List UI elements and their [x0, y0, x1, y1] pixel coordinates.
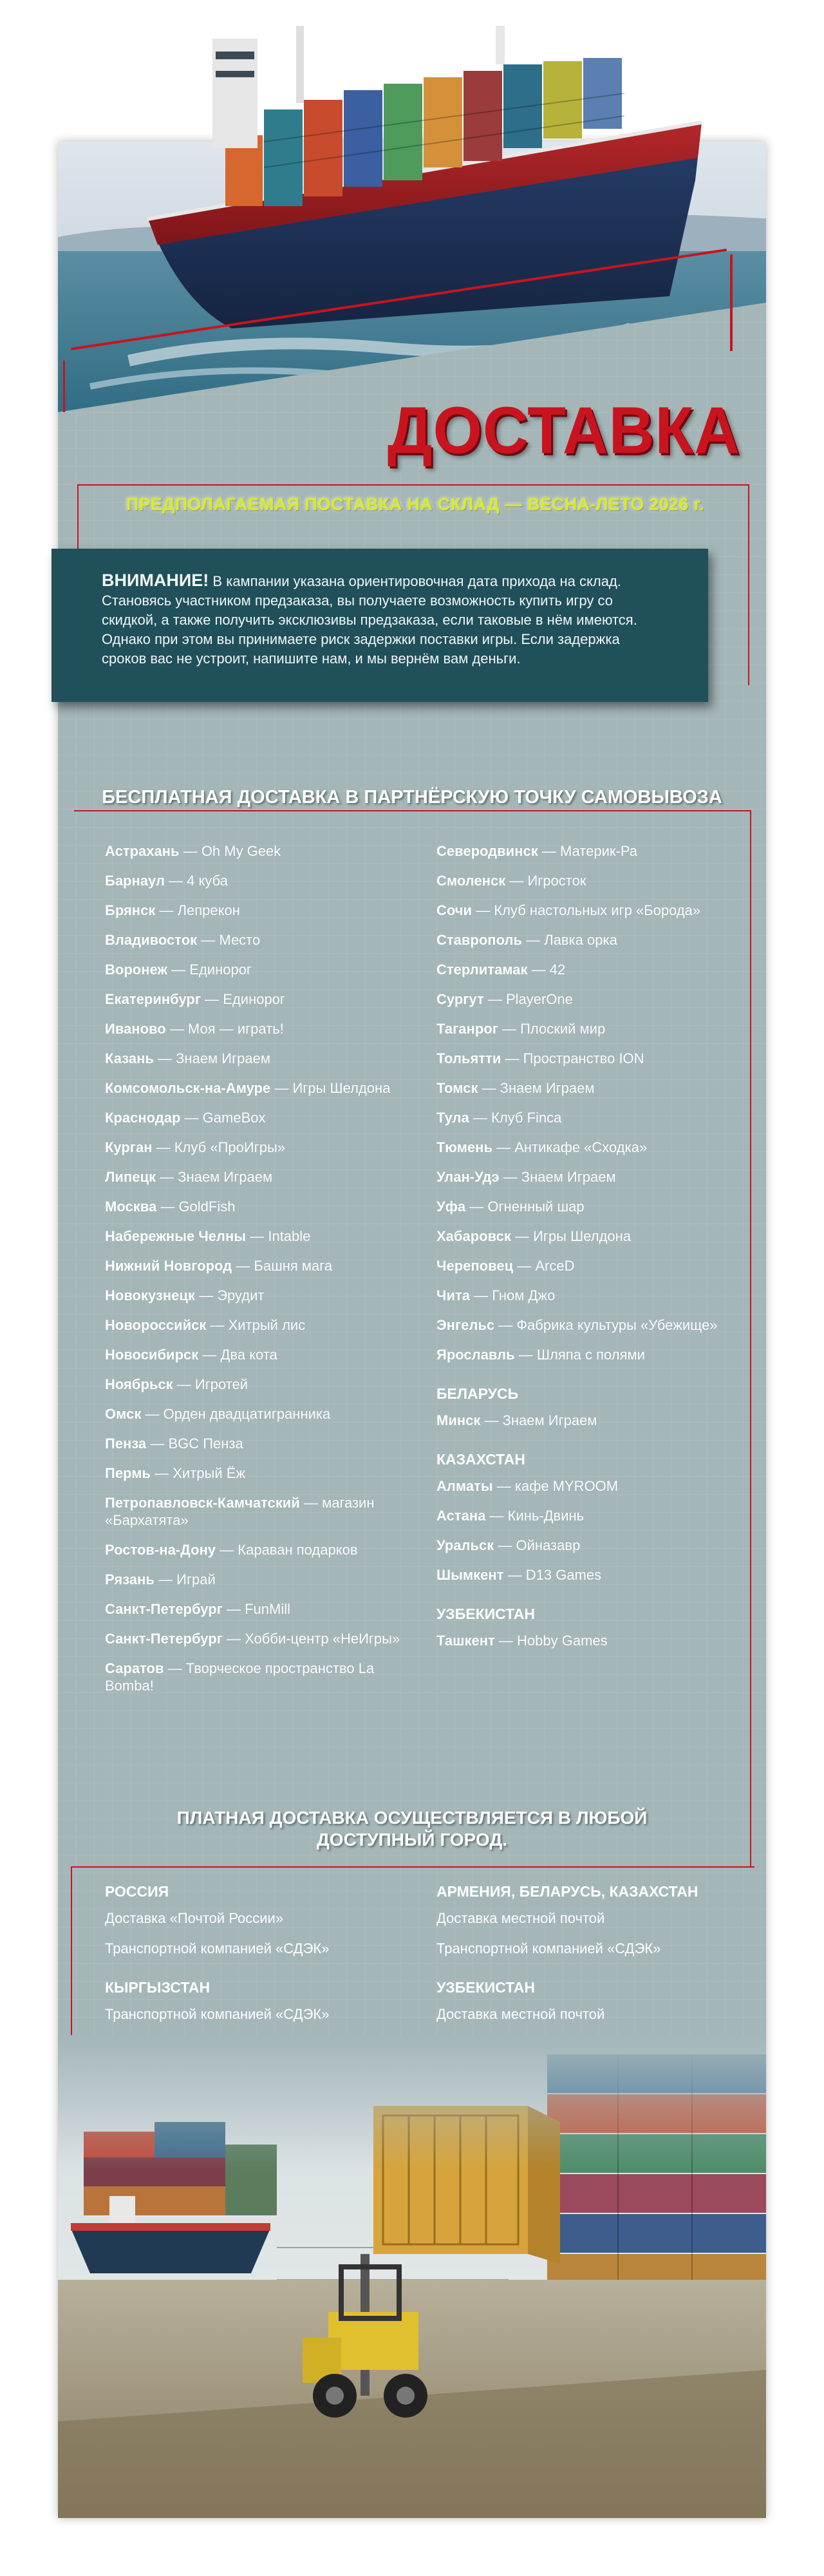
pickup-point-row [105, 1494, 427, 1529]
delivery-method: Транспортной компанией «СДЭК» [105, 2006, 330, 2022]
pickup-point-row [105, 931, 427, 949]
pickup-shop: Знаем Играем [500, 1080, 595, 1096]
pickup-shop: Караван подарков [238, 1542, 358, 1558]
pickup-point-row [105, 990, 427, 1008]
country-title: УЗБЕКИСТАН [436, 1605, 536, 1622]
pickup-point-row [105, 1541, 427, 1558]
dash-separator: — [527, 961, 550, 978]
pickup-city: Саратов [105, 1660, 164, 1676]
delivery-method: Транспортной компанией «СДЭК» [105, 1940, 330, 1956]
pickup-shop: Intable [268, 1228, 311, 1244]
pickup-point-row [436, 990, 758, 1008]
free-delivery-heading: БЕСПЛАТНАЯ ДОСТАВКА В ПАРТНЁРСКУЮ ТОЧКУ САМОВЫВОЗА [102, 787, 722, 808]
pickup-point-row [436, 1477, 758, 1495]
pickup-point-row [105, 1600, 427, 1618]
pickup-shop: Игросток [527, 873, 586, 889]
dash-separator: — [246, 1228, 268, 1244]
pickup-shop: Моя — играть! [187, 1021, 284, 1037]
pickup-city: Ростов-на-Дону [105, 1542, 216, 1558]
pickup-shop: Знаем Играем [502, 1412, 597, 1428]
delivery-method: Доставка местной почтой [436, 2006, 605, 2022]
pickup-shop: Клуб «ПроИгры» [174, 1139, 285, 1155]
country-title: КАЗАХСТАН [436, 1451, 525, 1468]
pickup-shop: Игры Шелдона [292, 1080, 391, 1096]
paid-delivery-left [105, 1883, 427, 2036]
pickup-city: Уральск [436, 1537, 494, 1553]
pickup-shop: Клуб Finca [491, 1110, 562, 1126]
dash-separator: — [151, 1465, 173, 1481]
pickup-shop: Пространство ION [523, 1050, 644, 1066]
pickup-point-row [105, 1464, 427, 1482]
dash-separator: — [485, 1508, 508, 1524]
pickup-point-row [436, 931, 758, 949]
pickup-point-row [436, 1537, 758, 1554]
pickup-city: Новосибирск [105, 1347, 199, 1363]
dash-separator: — [492, 1139, 515, 1155]
pickup-point-row [105, 1020, 427, 1037]
pickup-shop: Oh My Geek [201, 843, 281, 859]
dash-separator: — [179, 843, 201, 859]
dash-separator: — [498, 1021, 521, 1037]
paid-delivery-heading-line2: ДОСТУПНЫЙ ГОРОД. [316, 1830, 508, 1850]
pickup-shop: Два кота [220, 1347, 277, 1363]
pickup-shop: Лепрекон [177, 902, 240, 918]
pickup-shop: 42 [549, 961, 566, 978]
pickup-point-row [105, 1198, 427, 1215]
pickup-city: Астана [436, 1508, 486, 1524]
pickup-city: Ярославль [436, 1347, 515, 1363]
region-title: УЗБЕКИСТАН [436, 1979, 536, 1996]
pickup-city: Пенза [105, 1435, 147, 1452]
dash-separator: — [197, 932, 220, 948]
dash-separator: — [470, 1287, 492, 1303]
pickup-city: Шымкент [436, 1567, 504, 1583]
pickup-city: Комсомольск-на-Амуре [105, 1080, 271, 1096]
pickup-point-row [105, 1079, 427, 1097]
dash-separator: — [164, 873, 187, 889]
pickup-city: Санкт-Петербург [105, 1631, 223, 1647]
pickup-point-row [105, 842, 427, 860]
dash-separator: — [494, 1317, 517, 1333]
region-title: АРМЕНИЯ, БЕЛАРУСЬ, КАЗАХСТАН [436, 1883, 698, 1900]
pickup-city: Тюмень [436, 1139, 492, 1155]
pickup-shop: Хобби-центр «НеИгры» [245, 1631, 400, 1647]
pickup-shop: Лавка орка [544, 932, 617, 948]
pickup-city: Рязань [105, 1571, 154, 1587]
dash-separator: — [155, 902, 178, 918]
dash-separator: — [478, 1080, 500, 1096]
pickup-point-row [436, 1257, 758, 1274]
pickup-point-row [436, 902, 758, 919]
dash-separator: — [146, 1435, 169, 1452]
pickup-point-row [105, 1435, 427, 1452]
pickup-shop: Творческое пространство La Bomba! [105, 1660, 375, 1694]
pickup-shop: Хитрый Ёж [173, 1465, 246, 1481]
dash-separator: — [505, 873, 528, 889]
pickup-shop: Орден двадцатигранника [163, 1406, 331, 1422]
pickup-point-row [436, 1566, 758, 1584]
pickup-shop: Единорог [223, 991, 285, 1007]
pickup-shop: Башня мага [254, 1258, 333, 1274]
pickup-point-row [436, 842, 758, 860]
dash-separator: — [173, 1376, 195, 1392]
paid-delivery-heading [90, 1807, 734, 1851]
delivery-method: Доставка «Почтой России» [105, 1910, 284, 1926]
pickup-shop: Единорог [189, 961, 252, 978]
pickup-point-row [436, 1079, 758, 1097]
pickup-shop: ArceD [535, 1258, 575, 1274]
dash-separator: — [510, 1228, 534, 1244]
pickup-city: Петропавловск-Камчатский [105, 1495, 300, 1511]
pickup-list-left [105, 842, 427, 1707]
delivery-method: Доставка местной почтой [436, 1910, 605, 1926]
pickup-city: Санкт-Петербург [105, 1601, 223, 1617]
pickup-point-row [436, 1020, 758, 1037]
pickup-shop: Гном Джо [492, 1287, 556, 1303]
notice-box [52, 549, 708, 702]
pickup-shop: Знаем Играем [176, 1050, 270, 1066]
pickup-city: Курган [105, 1139, 153, 1155]
pickup-point-row [436, 1632, 758, 1649]
dash-separator: — [469, 1110, 491, 1126]
pickup-shop: D13 Games [525, 1567, 602, 1583]
pickup-point-row [105, 902, 427, 919]
pickup-shop: GoldFish [178, 1198, 236, 1215]
pickup-city: Екатеринбург [105, 991, 201, 1007]
pickup-point-row [436, 1198, 758, 1215]
pickup-point-row [436, 1227, 758, 1245]
pickup-point-row [436, 1412, 758, 1429]
paid-delivery-right [436, 1883, 758, 2036]
dash-separator: — [503, 1567, 526, 1583]
pickup-point-row [436, 1346, 758, 1363]
dash-separator: — [483, 991, 506, 1007]
pickup-shop: Эрудит [217, 1287, 265, 1303]
dash-separator: — [513, 1258, 536, 1274]
dash-separator: — [492, 1478, 515, 1494]
pickup-point-row [105, 1227, 427, 1245]
pickup-point-row [105, 1109, 427, 1126]
pickup-city: Чита [436, 1287, 470, 1303]
dash-separator: — [270, 1080, 293, 1096]
pickup-city: Улан-Удэ [436, 1169, 500, 1185]
pickup-point-row [436, 1139, 758, 1156]
pickup-city: Новороссийск [105, 1317, 207, 1333]
pickup-shop: Игротей [194, 1376, 248, 1392]
pickup-city: Сургут [436, 991, 484, 1007]
pickup-shop: Материк-Ра [559, 843, 638, 859]
pickup-point-row [436, 872, 758, 889]
pickup-shop: FunMill [245, 1601, 290, 1617]
pickup-shop: Игры Шелдона [533, 1228, 632, 1244]
dash-separator: — [156, 1169, 178, 1185]
notice-heading: ВНИМАНИЕ! [102, 571, 209, 590]
dash-separator: — [472, 902, 494, 918]
pickup-point-row [105, 1571, 427, 1588]
pickup-point-row [105, 872, 427, 889]
pickup-point-row [105, 1139, 427, 1156]
dash-separator: — [156, 1198, 179, 1215]
dash-separator: — [180, 1110, 203, 1126]
pickup-shop: Ойназавр [516, 1537, 581, 1553]
dash-separator: — [152, 1139, 174, 1155]
pickup-city: Череповец [436, 1258, 514, 1274]
pickup-point-row [105, 961, 427, 978]
pickup-shop: BGC Пенза [168, 1435, 243, 1452]
pickup-city: Новокузнецк [105, 1287, 195, 1303]
pickup-city: Брянск [105, 902, 156, 918]
pickup-city: Липецк [105, 1169, 156, 1185]
pickup-shop: PlayerOne [505, 991, 573, 1007]
pickup-city: Москва [105, 1198, 157, 1215]
pickup-point-row [436, 1287, 758, 1304]
dash-separator: — [222, 1601, 245, 1617]
pickup-point-row [105, 1405, 427, 1423]
red-left-rule [63, 361, 65, 412]
pickup-city: Нижний Новгород [105, 1258, 232, 1274]
notice-body: В кампании указана ориентировочная дата прихода на склад. Становясь участником предзаказа, вы получаете возможность купить игру со скидкой, а также получить эксклюзивы предзаказа, если таковые в нём имеются. Однако при этом вы принимаете риск задержки поставки игры. Если задержка сроков вас не устроит, напишите нам, и мы вернём вам деньги. [102, 573, 637, 667]
pickup-city: Иваново [105, 1021, 166, 1037]
delivery-estimate: ПРЕДПОЛАГАЕМАЯ ПОСТАВКА НА СКЛАД — ВЕСНА-ЛЕТО 2026 г. [126, 495, 705, 514]
pickup-city: Тула [436, 1110, 469, 1126]
country-title: БЕЛАРУСЬ [436, 1385, 519, 1402]
pickup-city: Таганрог [436, 1021, 498, 1037]
pickup-point-row [436, 1507, 758, 1524]
pickup-shop: Хитрый лис [228, 1317, 306, 1333]
pickup-city: Томск [436, 1080, 478, 1096]
dash-separator: — [198, 1347, 221, 1363]
delivery-method: Транспортной компанией «СДЭК» [436, 1940, 661, 1956]
region-title: КЫРГЫЗСТАН [105, 1979, 211, 1996]
pickup-city: Воронеж [105, 961, 168, 978]
dash-separator: — [538, 843, 560, 859]
dash-separator: — [514, 1347, 537, 1363]
pickup-shop: 4 куба [187, 873, 228, 889]
pickup-city: Астрахань [105, 843, 180, 859]
pickup-shop: Кинь-Двинь [507, 1508, 585, 1524]
region-title: РОССИЯ [105, 1883, 169, 1900]
pickup-point-row [105, 1376, 427, 1393]
pickup-shop: Знаем Играем [521, 1169, 616, 1185]
dash-separator: — [521, 932, 545, 948]
dash-separator: — [465, 1198, 488, 1215]
dash-separator: — [154, 1571, 177, 1587]
dash-separator: — [222, 1631, 245, 1647]
pickup-city: Барнаул [105, 873, 165, 889]
dash-separator: — [201, 991, 223, 1007]
pickup-city: Минск [436, 1412, 481, 1428]
pickup-point-row [436, 1168, 758, 1186]
dash-separator: — [141, 1406, 164, 1422]
pickup-point-row [436, 961, 758, 978]
dash-separator: — [494, 1633, 518, 1649]
pickup-shop: Плоский мир [520, 1021, 606, 1037]
pickup-shop: магазин «Бархатята» [105, 1495, 375, 1528]
pickup-point-row [105, 1346, 427, 1363]
dash-separator: — [216, 1542, 238, 1558]
dash-separator: — [164, 1660, 186, 1676]
notice-text [102, 571, 668, 668]
dash-separator: — [153, 1050, 176, 1066]
dash-separator: — [194, 1287, 218, 1303]
pickup-shop: Клуб настольных игр «Борода» [494, 902, 701, 918]
pickup-shop: GameBox [202, 1110, 266, 1126]
pickup-city: Ставрополь [436, 932, 522, 948]
pickup-city: Хабаровск [436, 1228, 511, 1244]
cargo-ship-illustration [52, 26, 772, 412]
pickup-city: Тольятти [436, 1050, 501, 1066]
pickup-city: Казань [105, 1050, 154, 1066]
pickup-point-row [105, 1050, 427, 1067]
red-vertical-rule [730, 254, 733, 351]
pickup-city: Краснодар [105, 1110, 181, 1126]
pickup-city: Энгельс [436, 1317, 495, 1333]
paid-delivery-heading-line1: ПЛАТНАЯ ДОСТАВКА ОСУЩЕСТВЛЯЕТСЯ В ЛЮБОЙ [176, 1808, 648, 1828]
pickup-point-row [105, 1660, 427, 1694]
pickup-point-row [105, 1257, 427, 1274]
dash-separator: — [494, 1537, 516, 1553]
pickup-shop: Hobby Games [517, 1633, 608, 1649]
pickup-point-row [105, 1168, 427, 1186]
pickup-city: Омск [105, 1406, 142, 1422]
dash-separator: — [232, 1258, 254, 1274]
pickup-shop: Место [219, 932, 261, 948]
page-title: ДОСТАВКА [387, 393, 740, 468]
pickup-city: Ташкент [436, 1633, 495, 1649]
dash-separator: — [165, 1021, 188, 1037]
dash-separator: — [206, 1317, 229, 1333]
pickup-city: Ноябрьск [105, 1376, 173, 1392]
pickup-city: Смоленск [436, 873, 506, 889]
dash-separator: — [299, 1495, 323, 1511]
pickup-shop: Шляпа с полями [536, 1347, 645, 1363]
dash-separator: — [499, 1169, 521, 1185]
pickup-point-row [436, 1316, 758, 1334]
pickup-shop: Фабрика культуры «Убежище» [516, 1317, 718, 1333]
pickup-city: Владивосток [105, 932, 198, 948]
pickup-list-right [436, 842, 758, 1662]
dash-separator: — [501, 1050, 523, 1066]
dash-separator: — [167, 961, 190, 978]
pickup-shop: кафе MYROOM [514, 1478, 619, 1494]
pickup-city: Пермь [105, 1465, 151, 1481]
pickup-point-row [105, 1287, 427, 1304]
pickup-city: Уфа [436, 1198, 466, 1215]
pickup-point-row [436, 1109, 758, 1126]
dash-separator: — [480, 1412, 503, 1428]
pickup-point-row [105, 1316, 427, 1334]
pickup-city: Алматы [436, 1478, 493, 1494]
pickup-point-row [436, 1050, 758, 1067]
pickup-shop: Антикафе «Сходка» [514, 1139, 648, 1155]
pickup-point-row [105, 1630, 427, 1647]
pickup-city: Стерлитамак [436, 961, 528, 978]
pickup-shop: Знаем Играем [178, 1169, 273, 1185]
port-forklift-illustration [58, 2035, 766, 2518]
pickup-city: Северодвинск [436, 843, 538, 859]
pickup-city: Сочи [436, 902, 473, 918]
pickup-shop: Играй [176, 1571, 216, 1587]
pickup-shop: Огненный шар [487, 1198, 585, 1215]
pickup-city: Набережные Челны [105, 1228, 247, 1244]
